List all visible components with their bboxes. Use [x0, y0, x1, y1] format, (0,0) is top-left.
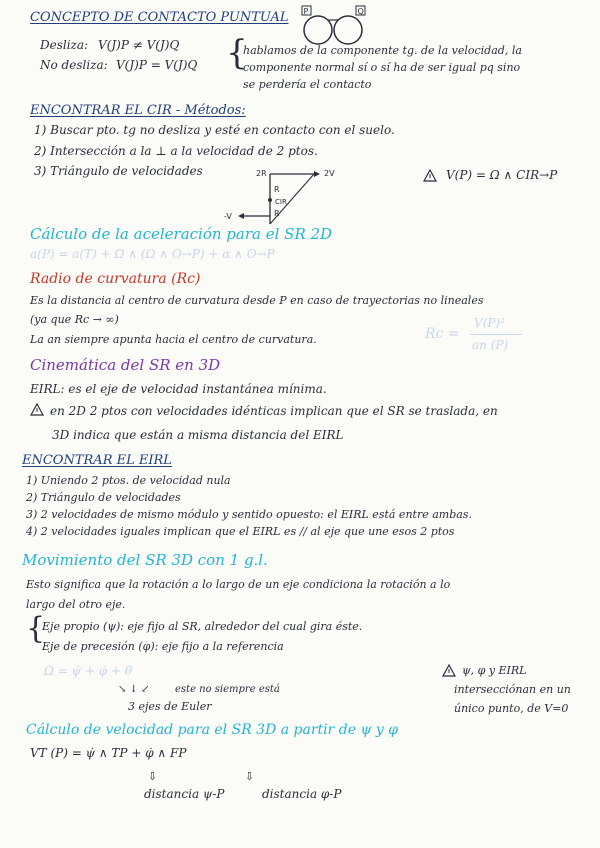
brace-symbol-2: {: [26, 611, 46, 646]
side-note-line3: único punto, de V=0: [454, 702, 569, 715]
eirl-method-1: 1) Uniendo 2 ptos. de velocidad nula: [26, 474, 231, 487]
velocity-3d-formula: VT (P) = ψ̇ ∧ TP + φ̇ ∧ FP: [30, 746, 187, 760]
section-title-curvature: Radio de curvatura (Rc): [30, 271, 201, 287]
euler-label: 3 ejes de Euler: [128, 700, 212, 713]
curvature-line3: La an siempre apunta hacia el centro de curvatura.: [30, 333, 317, 346]
section-title-3d: Cinemática del SR en 3D: [30, 356, 221, 374]
eje-precesion-line: Eje de precesión (φ): eje fijo a la referencia: [42, 640, 284, 653]
slide-label: Desliza:: [40, 38, 89, 52]
warning-icon-3: [442, 664, 456, 677]
warning-icon-2: [30, 403, 44, 416]
movement-line2: largo del otro eje.: [26, 598, 126, 611]
rc-formula-denominator: an (P): [472, 338, 509, 352]
eirl-method-4: 4) 2 velocidades iguales implican que el EIRL es // al eje que une esos 2 ptos: [26, 525, 455, 538]
svg-text:R: R: [274, 209, 280, 218]
section-title-acceleration: Cálculo de la aceleración para el SR 2D: [30, 225, 333, 243]
svg-text:CIR: CIR: [275, 198, 287, 206]
section-title-cir: ENCONTRAR EL CIR - Métodos:: [30, 103, 246, 118]
note-3d-line2: 3D indica que están a misma distancia del EIRL: [52, 428, 344, 442]
brace-note-line1: hablamos de la componente tg. de la velocidad, la: [243, 44, 522, 57]
section-title-velocity-3d: Cálculo de velocidad para el SR 3D a partir de ψ y φ: [26, 722, 399, 738]
rc-formula-lhs: Rc =: [425, 326, 460, 342]
acceleration-formula: a(P) = a(T) + Ω ∧ (Ω ∧ O→P) + α ∧ O→P: [30, 247, 275, 261]
arrow-down-2: ⇩: [245, 770, 255, 783]
wheels-icon: [296, 4, 376, 48]
curvature-line2: (ya que Rc → ∞): [30, 313, 119, 326]
section-title-eirl: ENCONTRAR EL EIRL: [22, 453, 172, 468]
curvature-line1: Es la distancia al centro de curvatura desde P en caso de trayectorias no lineales: [30, 294, 484, 307]
velocity-triangle-diagram: [222, 164, 352, 230]
movement-line1: Esto significa que la rotación a lo largo de un eje condiciona la rotación a lo: [26, 578, 451, 591]
eirl-definition: EIRL: es el eje de velocidad instantánea mínima.: [30, 382, 327, 396]
euler-arrows: ↘ ↓ ↙: [118, 684, 150, 695]
warning-icon: [423, 169, 437, 182]
method-3: 3) Triángulo de velocidades: [34, 164, 203, 178]
eje-propio-line: Eje propio (ψ): eje fijo al SR, alrededor del cual gira éste.: [42, 620, 363, 633]
side-note-line2: intersecciónan en un: [454, 683, 571, 696]
eirl-method-3: 3) 2 velocidades de mismo módulo y sentido opuesto: el EIRL está entre ambas.: [26, 508, 472, 521]
distance-psi-p: distancia ψ-P: [144, 787, 225, 801]
svg-text:2V: 2V: [324, 169, 335, 178]
section-title-contact: CONCEPTO DE CONTACTO PUNTUAL: [30, 10, 289, 25]
rc-formula-numerator: V(P)²: [474, 316, 505, 330]
svg-text:-V: -V: [224, 212, 232, 221]
cir-velocity-formula: V(P) = Ω ∧ CIR→P: [446, 168, 558, 182]
euler-note: este no siempre está: [175, 684, 280, 695]
omega-formula: Ω = ψ̇ + φ̇ + θ̇: [44, 664, 133, 678]
method-1: 1) Buscar pto. tg no desliza y esté en contacto con el suelo.: [34, 123, 395, 137]
slide-equation: V(J)P ≠ V(J)Q: [98, 38, 180, 52]
eirl-method-2: 2) Triángulo de velocidades: [26, 491, 181, 504]
section-title-movement: Movimiento del SR 3D con 1 g.l.: [22, 551, 268, 569]
noslide-equation: V(J)P = V(J)Q: [116, 58, 198, 72]
icon-label-right: Q: [357, 7, 364, 16]
icon-label-left: P: [303, 7, 309, 16]
method-2: 2) Intersección a la ⊥ a la velocidad de 2 ptos.: [34, 144, 318, 158]
brace-note-line3: se perdería el contacto: [243, 78, 372, 91]
svg-text:2R: 2R: [256, 169, 267, 178]
brace-symbol: {: [226, 33, 248, 73]
side-note-line1: ψ, φ y EIRL: [462, 664, 527, 677]
rc-formula-bar: [470, 334, 522, 335]
note-3d-line1: en 2D 2 ptos con velocidades idénticas implican que el SR se traslada, en: [50, 404, 498, 418]
distance-phi-p: distancia φ-P: [262, 787, 342, 801]
svg-text:R: R: [274, 185, 280, 194]
brace-note-line2: componente normal sí o sí ha de ser igual pq sino: [243, 61, 521, 74]
arrow-down-1: ⇩: [148, 770, 158, 783]
noslide-label: No desliza:: [40, 58, 108, 72]
